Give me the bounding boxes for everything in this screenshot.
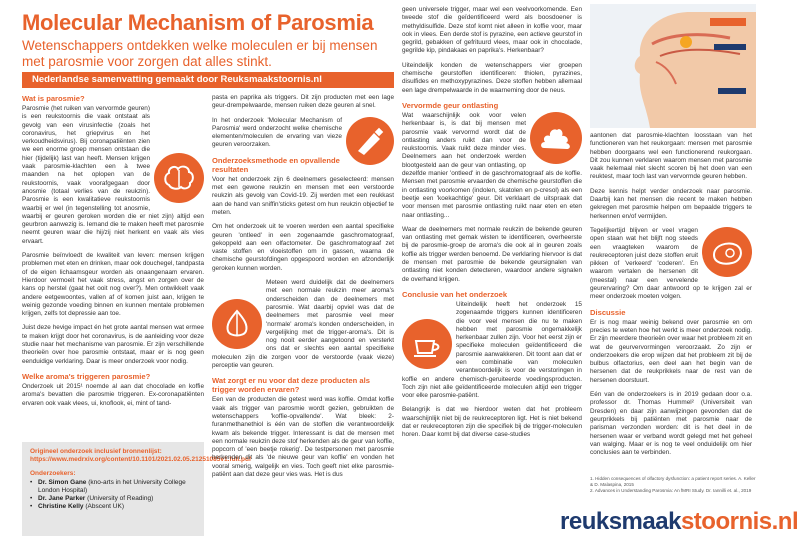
col2-p2: In het onderzoek 'Molecular Mechanism of Parosmia' werd onderzocht welke chemische elementen/moleculen de ervaring van vieze geuren veroorzaken.: [212, 117, 394, 150]
col4-p3: Tegelijkertijd blijven er veel vragen open staan wat het blijft nog steeds een vraagteken waarom de reukreceptoren juist deze stoffen eruit pikken of 'verkeerd' 'coderen'. En waarom vertalen de hersenen dit (meestal) naar een vervelende geurervaring? Om daar antwoord op te krijgen zal er meer onderzoek moeten volgen.: [590, 226, 752, 301]
heading-wat-zorgt: Wat zorgt er nu voor dat deze producten als trigger worden ervaren?: [212, 376, 370, 395]
conclusie-p2: Belangrijk is dat we hierdoor weten dat het probleem waarschijnlijk niet bij de reukreceptoren ligt. Het is niet bekend dat er reukreceptoren zijn die specifiek bij de trigger-moleculen horen. Daar komt bij dat diverse case-studies: [402, 406, 582, 439]
researcher-item: • Dr. Jane Parker (University of Reading): [30, 495, 196, 503]
source-link[interactable]: https://www.medrxiv.org/content/10.1101/2021.02.05.21251085v1.full.pdf: [30, 456, 252, 464]
column-1: [22, 94, 204, 414]
brand-logo: reuksmaakstoornis.nl: [560, 508, 798, 535]
column-3: [402, 6, 582, 446]
column-2: [212, 94, 394, 485]
ontlasting-p2: Waar de deelnemers met normale reukzin de bekende geuren van ontlasting met gemak wisten te identificeren, overheerste bij de parosmie-groep de aroma's die ook al in geuren zoals koffie als trigger werden benoemd. De verklaring hiervoor is dat de mensen met parosmie de bekende geursignalen van ontlasting niet konden detecteren, waardoor andere signalen de overhand krijgen.: [402, 225, 582, 283]
wat-is-p1: Parosmie (het ruiken van vervormde geuren) is een reukstoornis die vaak ontstaat als gevolg van een virusinfectie (zoals het coronavirus, het griepvirus en het verkoudheidsvirus). Bij coronapatiënten zien we een enorme groep mensen ontstaan die hier (tijdelijk) last van heeft. Mensen krijgen vaak parosmie-klachten een à twee maanden na het oplopen van de reukstoornis, vaak voorafgegaan door anosmie (totaal verlies van de reukzin). Parosmie is een kwalitatieve reukstoornis waarbij er wel (in tegenstelling tot anosmie, waarbij er geuren geroken worden die er niet zijn) altijd een geurbron aanwezig is. Iemand die te maken heeft met parosmie neemt geuren waar die hij/zij niet herkent en vaak als vies ervaart.: [22, 105, 204, 245]
wat-zorgt-p1: Een van de producten die getest werd was koffie. Omdat koffie vaak als trigger van parosmie wordt gezien, gebruikten de wetenschappers 'koffie-opvallende'. Wat bleek: 2-furanmethanethiol is één van de stoffen die verantwoordelijk kwam als bekende trigger. Interessant is dat de mensen met een normale reukzin deze stof herkenden als de geur van koffie, popcorn of 'een beetje rokerig'. De testpersonen met parosmie herkenden dit als 'de nieuwe geur van koffie' en vonden het vooral smerig, walgelijk en vies. Toch geeft niet elke parosmie-patiënt aan dat deze geur vies was. Het is dus: [212, 396, 394, 478]
col4-p2: Deze kennis helpt verder onderzoek naar parosmie. Daarbij kan het mensen die recent te maken hebben gekregen met parosmie helpen om bepaalde triggers te herkennen en/of vermijden.: [590, 187, 752, 220]
heading-ontlasting: Vervormde geur ontlasting: [402, 100, 499, 110]
discussie-p1: Er is nog maar weinig bekend over parosmie en om precies te weten hoe het werkt is meer onderzoek nodig. Er zijn meerdere theorieën over waar het probleem zit en wat de geurvervormingen veroorzaakt. Zo zijn er onderzoekers die erop wijzen dat het probleem zit bij de bulbus olfactorius, een deel aan het begin van de hersenen dat de reukprikkels naar de rest van de hersenen doorstuurt.: [590, 318, 752, 384]
heading-wat-is: Wat is parosmie?: [22, 94, 85, 103]
footnote-item: 2. Advances in Understanding Parosmia: An fMRI Study. Dr. Iannilli et. al., 2019: [590, 488, 752, 493]
brain-icon: [154, 153, 204, 203]
column-4: [590, 132, 752, 463]
footnotes: [590, 476, 756, 494]
col3-top: geen universele trigger, maar wel een veelvoorkomende. Een tweede stof die geïdentificeerd werd als boosdoener is methyldisulfide. Deze stof komt niet alleen in koffie voor, maar ook in vlees. Een derde stof is pyrazine, een actieve geurstof in gegrild, gebakken of gefrituurd vlees, maar ook in chocolade, gegrilde kip, pindakaas en paprika's. Herkenbaar?: [402, 6, 582, 55]
source-info-box: [22, 442, 252, 536]
researcher-item: • Dr. Simon Gane (kno-arts in het University College London Hospital): [30, 479, 196, 495]
footnote-item: 1. Hidden consequences of olfactory dysfunction: a patient report series. A. Keller & D. Malaspina, 2015: [590, 476, 756, 487]
col4-top: aantonen dat parosmie-klachten loosstaan van het functioneren van het reukorgaan: mensen met parosmie hebben doorgaans wel een functionerend reukorgaan. Dit zou kunnen verklaren waarom mensen met parosmie vaak helemaal niet slecht scoren bij het doen van een reuktest, maar toch last van vervormde geuren hebben.: [590, 132, 752, 181]
poop-icon: [530, 112, 582, 164]
col2-top: pasta en paprika als triggers. Dit zijn producten met een lage geur-drempelwaarde, mensen ruiken deze geuren al snel.: [212, 94, 394, 110]
researchers-label: Onderzoekers:: [30, 470, 76, 478]
col3-p2: Uiteindelijk konden de wetenschappers vier groepen chemische geurstoffen identificeren: thiolen, pyrazines, disulfides en methoxypyrazines. Deze stoffen hebben allemaal een lage drempelwaarde in de waarneming door de neus.: [402, 61, 582, 94]
methode-p3: Meteen werd duidelijk dat de deelnemers met een normale reukzin meer aroma's onderscheiden dan de deelnemers met parosmie. Wat daarbij opviel was dat de deelnemers met parosmie veel meer 'normale' aroma's konden onderscheiden, in vergelijking met de trigger-aroma's. Dit is nog nooit eerder aangetoond en versterkt ons dat er slechts een aantal specifieke moleculen zijn die zorgen voor de verstoorde (vaak vieze) perceptie van geuren.: [212, 279, 394, 370]
heading-discussie: Discussie: [590, 307, 626, 317]
methode-p2: Om het onderzoek uit te voeren werden een aantal specifieke geuren 'ontleed' in een zogenaamde gaschromatograaf, gekoppeld aan een olfactometer. De gaschromatograaf zet vaste stoffen en vloeistoffen om in gassen, waarna de chemische geurstofdingen opgespoord worden en afzonderlijk geroken kunnen worden.: [212, 223, 394, 272]
heading-methode: Onderzoeksmethode en opvallende resultaten: [212, 155, 340, 174]
source-label: Origineel onderzoek inclusief bronnenlijst:: [30, 448, 162, 455]
page-title: Molecular Mechanism of Parosmia: [22, 10, 374, 35]
toothpaste-icon: [346, 117, 394, 165]
garlic-icon: [212, 299, 262, 349]
heading-conclusie: Conclusie van het onderzoek: [402, 289, 508, 299]
ontlasting-p1: Wat waarschijnlijk ook voor velen herkenbaar is, is dat bij mensen met parosmie vaak vervormd wordt dat de ontlasting anders ruikt dan voor de reukstoornis. Vaak ruikt deze minder vies. Deelnemers aan het onderzoek werden blootgesteld aan de geur van ontlasting, op dezelfde manier 'ontleed' in de gaschromatograaf als de koffie. Mensen met parosmie ervaarden de chemische geurstoffen die in ontlasting voorkomen (indolen, skatolen en p-cresol) als een beetje een 'koekachtige' geur. Dit verklaart de uitspraak dat voor mensen met parosmie ontlasting ruikt naar eten en eten naar ontlasting...: [402, 111, 582, 219]
researcher-item: • Christine Kelly (Abscent UK): [30, 503, 196, 511]
heading-triggers: Welke aroma's triggeren parosmie?: [22, 371, 151, 381]
wat-is-p2: Parosmie beïnvloedt de kwaliteit van leven: mensen krijgen problemen met eten en drinken, maar ook douchegel, tandpasta of de eigen lichaamsgeur worden als onaangenaam ervaren. Hierdoor vermoeit het vaak stress, angst en zorgen over de kans op herstel (gaat het ooit nog over?). Men ontwikkelt vaak andere eetgewoontes, vallen af of komen juist aan, krijgen te weinig gezonde voeding binnen en kunnen mentale problemen krijgen, zelfs tot depressie aan toe.: [22, 252, 204, 318]
methode-p1: Voor het onderzoek zijn 6 deelnemers geselecteerd: mensen met een gewone reukzin en mensen met een verstoorde reukzin als gevolg van Covid-19. Zij werden met een reukkast aan de hand van sniffin'sticks getest om hun reukzin objectief te meten.: [212, 175, 394, 216]
triggers-p1: Onderzoek uit 2015¹ noemde al aan dat chocolade en koffie aroma's bevatten die parosmie triggeren. Ex-coronapatiënten ervaren ook vaak vlees, ui, knoflook, ei, mint of tand-: [22, 382, 204, 407]
discussie-p2: Eén van de onderzoekers is in 2019 gedaan door o.a. professor dr. Thomas Hummel² (Universiteit van Dresden) en daar zijn aanwijzingen gevonden dat de geurprikkels bij patiënten met parosmie naar de parisman verzonden worden: dit is het deel in de hersenen waar er verband wordt gelegd met het geheel van walging. Maar er is nog te veel onduidelijk om hier conclusies aan te verbinden.: [590, 391, 752, 457]
wat-is-p3: Juist deze hevige impact én het grote aantal mensen wat ermee te maken krijgt door het coronavirus, is de aanleiding voor deze studie naar het mechanisme van parosmie. Er zijn verschillende theorieën over hoe parosmie ontstaat, maar er is nog geen eenduidige verklaring. Daar is meer onderzoek voor nodig.: [22, 324, 204, 365]
meat-icon: [702, 227, 752, 277]
coffee-cup-icon: [402, 319, 452, 369]
conclusie-p1: Uiteindelijk heeft het onderzoek 15 zogenaamde triggers kunnen identificeren die voor veel mensen die nu te maken hebben met parosmie ongemakkelijk herkenbaar zullen zijn. Voor het eerst zijn er specifieke moleculen geïdentificeerd die parosmie aanwakkeren. Dit toont aan dat er een combinatie van moleculen verantwoordelijk is voor de verstoringen in koffie en andere chemisch-geruiteerde voedingsproducten. Toch zijn niet alle geïdentificeerde moleculen altijd een trigger voor elke parosmie-patiënt.: [402, 300, 582, 400]
head-smell-illustration: [590, 4, 756, 128]
summary-banner: Nederlandse samenvatting gemaakt door Reuksmaakstoornis.nl: [22, 72, 394, 88]
researchers-list: [30, 479, 196, 512]
page-subtitle: Wetenschappers ontdekken welke moleculen er bij mensen met parosmie voor zorgen dat alles stinkt.: [22, 38, 378, 69]
